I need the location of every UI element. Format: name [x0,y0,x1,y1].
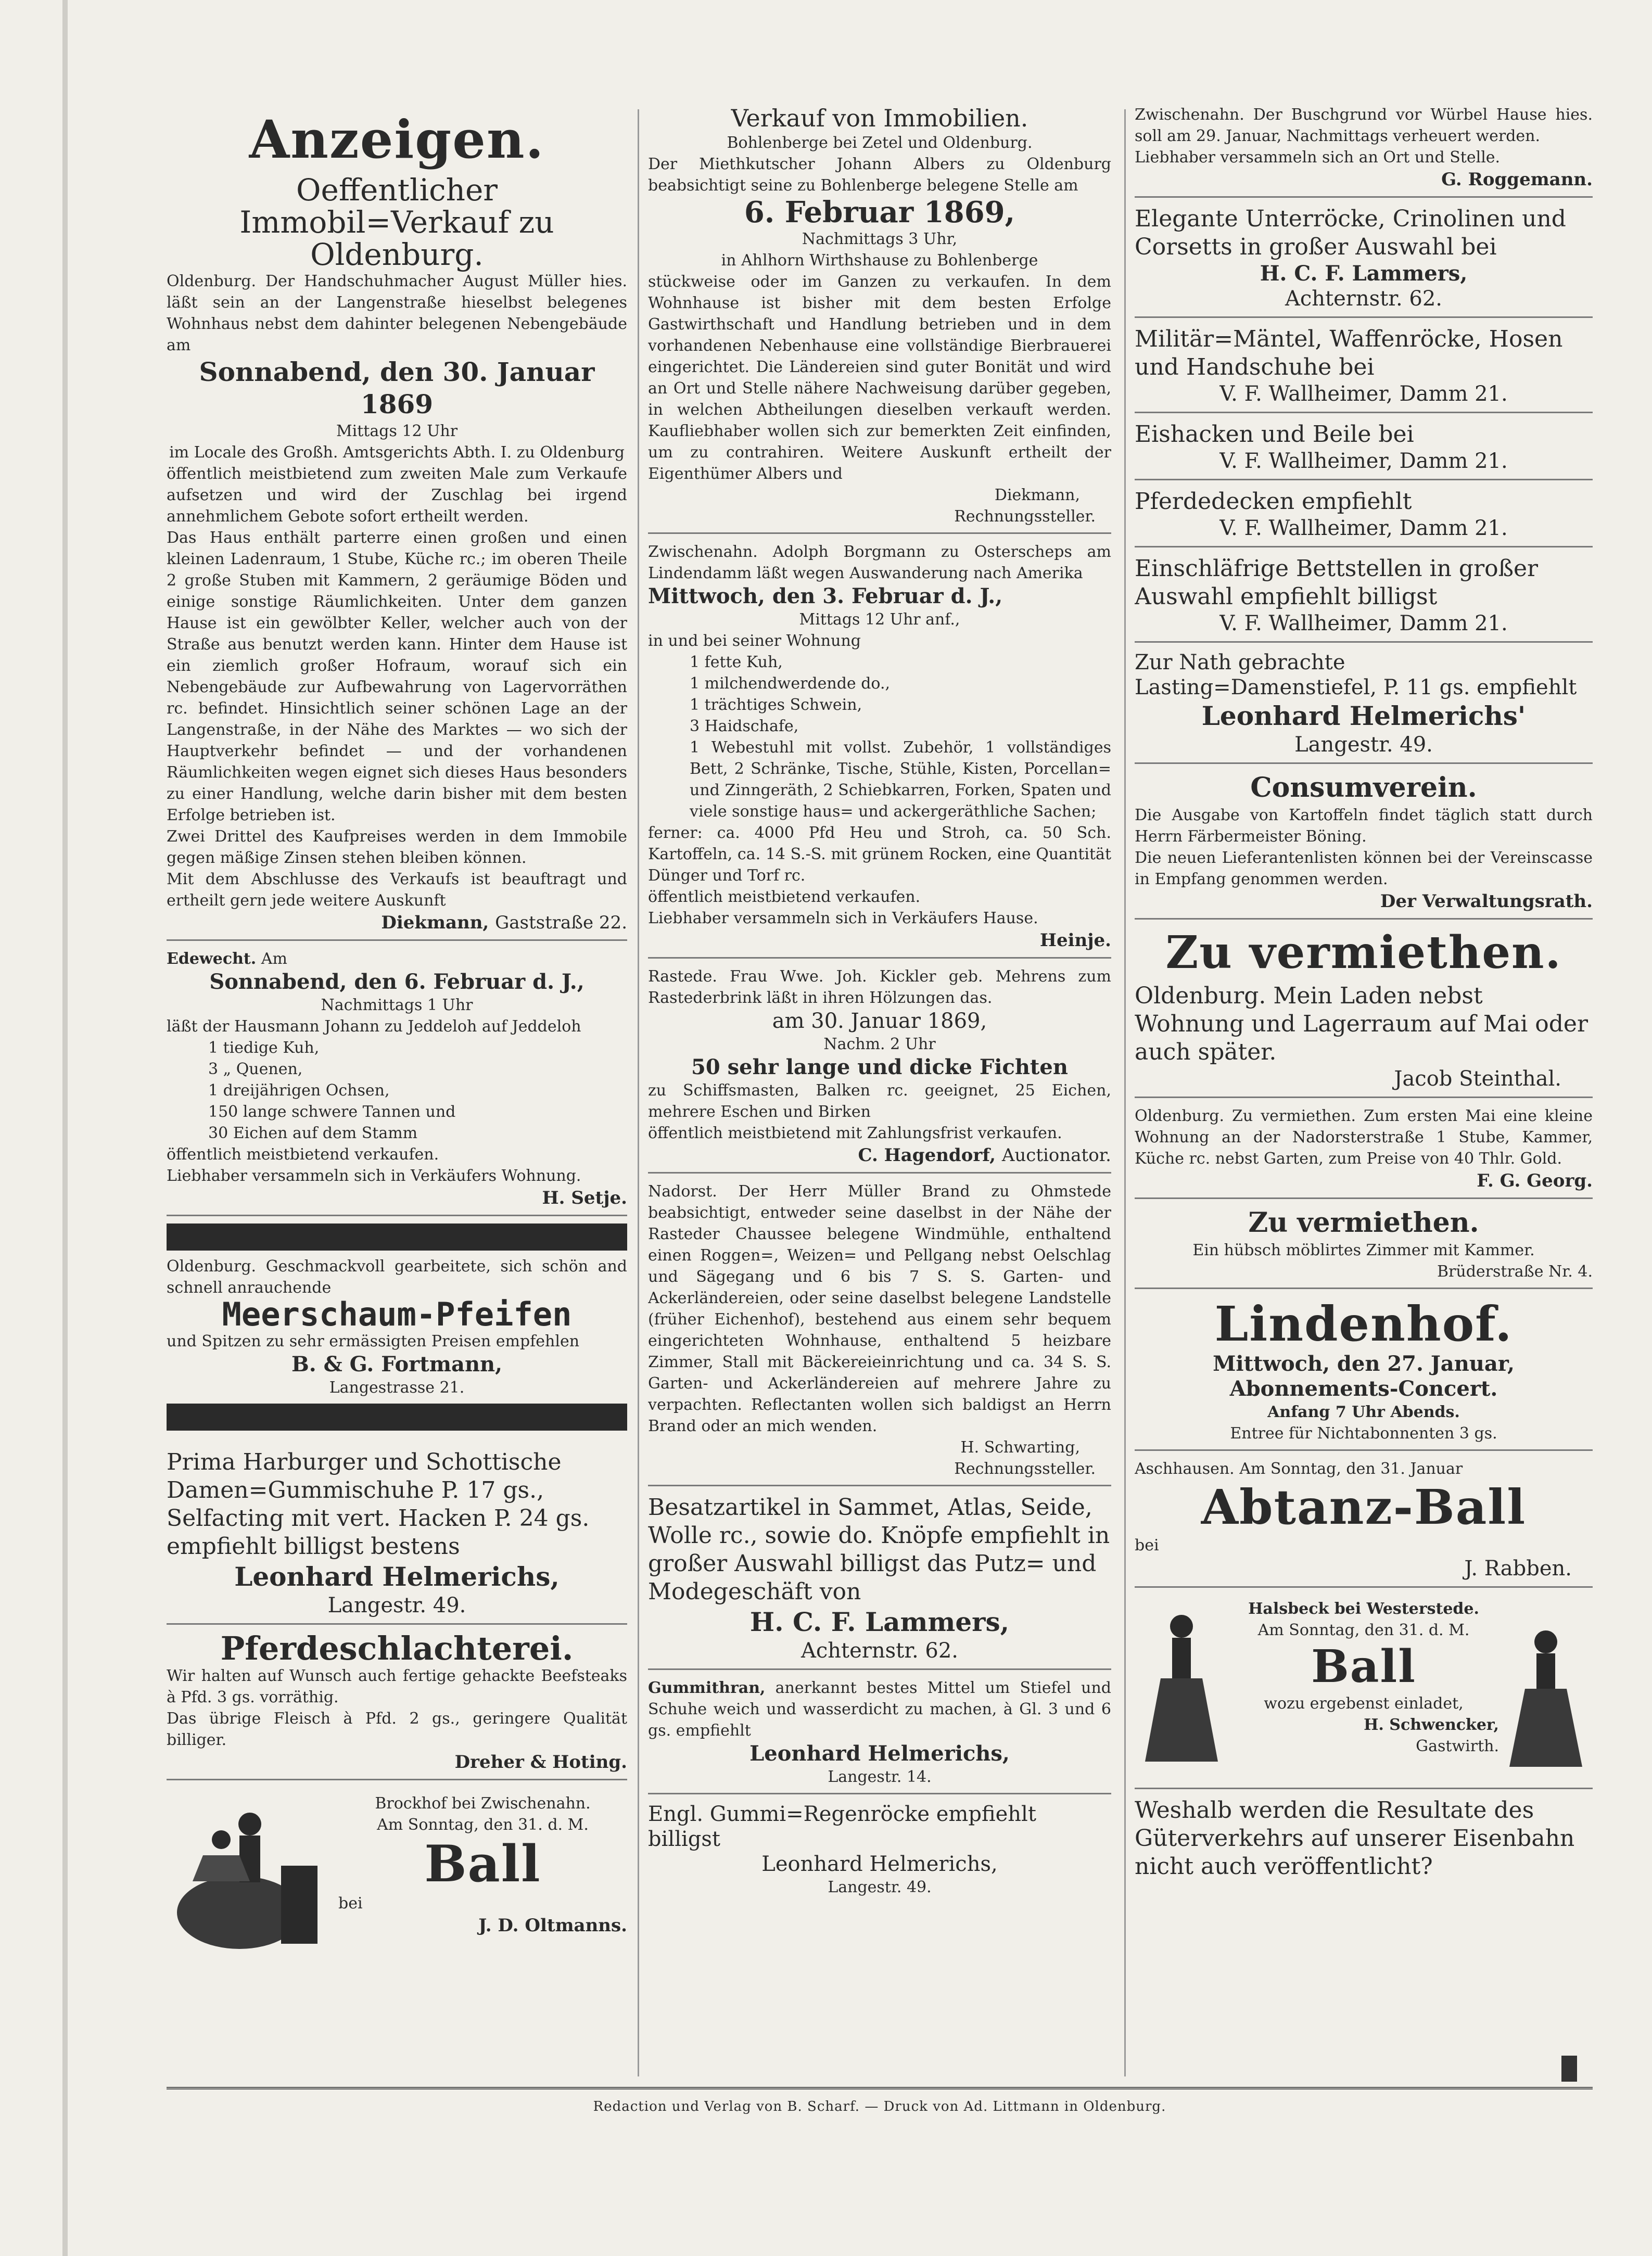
ad-immobil-verkauf: Oeffentlicher Immobil=Verkauf zu Oldenburg. Oldenburg. Der Handschuhmacher August Müller hies. läßt sein an der Langenstraße hieselbst belegenes Wohnhaus nebst dem dahinter belegenen Nebengebäude am Sonnabend, den 30. Januar 1869 Mittags 12 Uhr im Locale des Großh. Amtsgerichts Abth. I. zu Oldenburg öffentlich meistbietend zum zweiten Male zum Verkaufe aufsetzen und wird der Zuschlag bei irgend annehmlichem Gebote sofort ertheilt werden. Das Haus enthält parterre einen großen und einen kleinen Ladenraum, 1 Stube, Küche rc.; im oberen Theile 2 große Stuben mit Kammern, 2 geräumige Böden und einige sonstige Räumlichkeiten. Unter dem ganzen Hause ist ein gewölbter Keller, welcher auch von der Straße aus benutzt werden kann. Hinter dem Hause ist ein ziemlich großer Hofraum, worauf sich ein Nebengebäude zur Aufbewahrung von Lagervorräthen rc. befindet. Hinsichtlich seiner schönen Lage an der Langenstraße, in der Nähe des Marktes — wo sich der Hauptverkehr befindet — und der vorhandenen Räumlichkeiten wegen eignet sich dieses Haus besonders zu einer Handlung, welche darin bisher mit dem besten Erfolge betrieben ist. Zwei Drittel des Kaufpreises werden in dem Immobile gegen mäßige Zinsen stehen bleiben können. Mit dem Abschlusse des Verkaufs ist beauftragt und ertheilt gern jede weitere Auskunft Diekmann, Gaststraße 22. [167,174,627,941]
column-divider [638,109,639,2076]
right-column [1135,104,1593,1893]
ad-pferdeschlachterei: Pferdeschlachterei. Wir halten auf Wunsch auch fertige gehackte Beefsteaks à Pfd. 3 gs. vorräthig. Das übrige Fleisch à Pfd. 2 gs., geringere Qualität billiger. Dreher & Hoting. [167,1632,627,1780]
ad-militaer-maentel: Militär=Mäntel, Waffenröcke, Hosen und Handschuhe bei V. F. Wallheimer, Damm 21. [1135,325,1593,413]
ad-damenstiefel: Zur Nath gebrachte Lasting=Damenstiefel, P. 11 gs. empfiehlt Leonhard Helmerichs' Langestr. 49. [1135,650,1593,764]
page-footer: Redaction und Verlag von B. Scharf. — Druck von Ad. Littmann in Oldenburg. [167,2087,1593,2114]
edge-mark [1561,2056,1577,2082]
ad-meerschaum: Oldenburg. Geschmackvoll gearbeitete, sich schön and schnell anrauchende Meerschaum-Pfeifen und Spitzen zu sehr ermässigten Preisen empfehlen B. & G. Fortmann, Langestrasse 21. [167,1223,627,1441]
ad-gummischuhe: Prima Harburger und Schottische Damen=Gummischuhe P. 17 gs., Selfacting mit vert. Hacken P. 24 gs. empfiehlt billigst bestens Leonhard Helmerichs, Langestr. 49. [167,1448,627,1625]
ad-unterroecke: Elegante Unterröcke, Crinolinen und Corsetts in großer Auswahl bei H. C. F. Lammers, Achternstr. 62. [1135,205,1593,318]
lady-figure-icon [1504,1626,1587,1772]
lady-figure-icon [1140,1611,1223,1767]
ad-vermiethen-steinthal: Zu vermiethen. Oldenburg. Mein Laden nebst Wohnung und Lagerraum auf Mai oder auch später. Jacob Steinthal. [1135,927,1593,1098]
ad-heading: Oeffentlicher Immobil=Verkauf zu Oldenburg. [239,172,554,272]
ad-verkauf-immobilien: Verkauf von Immobilien. Bohlenberge bei Zetel und Oldenburg. Der Miethkutscher Johann Albers zu Oldenburg beabsichtigt seine zu Bohlenberge belegene Stelle am 6. Februar 1869, Nachmittags 3 Uhr, in Ahlhorn Wirthshause zu Bohlenberge stückweise oder im Ganzen zu verkaufen. In dem Wohnhause ist bisher mit dem besten Erfolge Gastwirthschaft und Handlung betrieben und in dem vorhandenen Nebenhause eine vollständige Bierbrauerei eingerichtet. Die Ländereien sind guter Bonität und wird an Ort und Stelle nähere Nachweisung darüber gegeben, in welchen Abtheilungen dieselben verkauft werden. Kaufliebhaber wollen sich zur bemerkten Zeit einfinden, um zu contrahiren. Weitere Auskunft ertheilt der Eigenthümer Albers und Diekmann, Rechnungssteller. [648,104,1111,534]
middle-column [648,104,1111,1910]
dancing-couple-icon [172,1803,328,1954]
ad-consumverein: Consumverein. Die Ausgabe von Kartoffeln findet täglich statt durch Herrn Färbermeister Böning. Die neuen Lieferantenlisten können bei der Vereinscasse in Empfang genommen werden. Der Verwaltungsrath. [1135,771,1593,920]
ad-bettstellen: Einschläfrige Bettstellen in großer Auswahl empfiehlt billigst V. F. Wallheimer, Damm 21. [1135,555,1593,643]
page-title: Anzeigen. [249,109,545,170]
ad-nadorst: Nadorst. Der Herr Müller Brand zu Ohmstede beabsichtigt, entweder seine daselbst in der Nähe der Rasteder Chaussee belegene Windmühle, enthaltend einen Roggen=, Weizen= und Pellgang nebst Oelschlag und Sägegang und 6 bis 7 S. S. Garten- und Ackerländereien, oder seine daselbst belegene Landstelle (früher Eichenhof), bestehend aus einem sehr bequem eingerichteten Wohnhause, enthaltend 5 heizbare Zimmer, Stall mit Bäckereieinrichtung und ca. 34 S. S. Garten- und Ackerländereien auf mehrere Jahre zu verpachten. Reflectanten wollen sich baldigst an Herrn Brand oder an mich wenden. H. Schwarting, Rechnungssteller. [648,1181,1111,1486]
ad-ball-halsbeck: Halsbeck bei Westerstede. Am Sonntag, den 31. d. M. Ball wozu ergebenst einladet, H. Schwencker, Gastwirth. [1135,1595,1593,1789]
ad-abtanz-ball: Aschhausen. Am Sonntag, den 31. Januar Abtanz-Ball bei J. Rabben. [1135,1458,1593,1588]
page-gutter [62,0,68,2256]
ad-vermiethen-zimmer: Zu vermiethen. Ein hübsch möblirtes Zimmer mit Kammer. Brüderstraße Nr. 4. [1135,1206,1593,1289]
rule-bar [167,1404,627,1431]
ad-pferdedecken: Pferdedecken empfiehlt V. F. Wallheimer, Damm 21. [1135,488,1593,547]
ad-gueterverkehr: Weshalb werden die Resultate des Güterverkehrs auf unserer Eisenbahn nicht auch veröffentlicht? [1135,1797,1575,1880]
ad-edewecht: Edewecht. Am Sonnabend, den 6. Februar d. J., Nachmittags 1 Uhr läßt der Hausmann Johann zu Jeddeloh auf Jeddeloh 1 tiedige Kuh, 3 „ Quenen, 1 dreijährigen Ochsen, 150 lange schwere Tannen und 30 Eichen auf dem Stamm öffentlich meistbietend verkaufen. Liebhaber versammeln sich in Verkäufers Wohnung. H. Setje. [167,948,627,1216]
ad-ball-brockhof: Brockhof bei Zwischenahn. Am Sonntag, den 31. d. M. Ball bei J. D. Oltmanns. [167,1788,627,1965]
ad-zwischenahn-borgmann: Zwischenahn. Adolph Borgmann zu Osterscheps am Lindendamm läßt wegen Auswanderung nach Amerika Mittwoch, den 3. Februar d. J., Mittags 12 Uhr anf., in und bei seiner Wohnung 1 fette Kuh, 1 milchendwerdende do., 1 trächtiges Schwein, 3 Haidschafe, 1 Webestuhl mit vollst. Zubehör, 1 vollständiges Bett, 2 Schränke, Tische, Stühle, Kisten, Porcellan= und Zinngeräth, 2 Schiebkarren, Forken, Spaten und viele sonstige haus= und ackergeräthliche Sachen; ferner: ca. 4000 Pfd Heu und Stroh, ca. 50 Sch. Kartoffeln, ca. 14 S.-S. mit grünem Rocken, eine Quantität Dünger und Torf rc. öffentlich meistbietend verkaufen. Liebhaber versammeln sich in Verkäufers Hause. Heinje. [648,541,1111,959]
column-divider [1124,109,1126,2076]
ad-regenroecke: Engl. Gummi=Regenröcke empfiehlt billigst Leonhard Helmerichs, Langestr. 49. [648,1802,1036,1896]
ad-besatzartikel: Besatzartikel in Sammet, Atlas, Seide, Wolle rc., sowie do. Knöpfe empfiehlt in großer Auswahl billigst das Putz= und Modegeschäft von H. C. F. Lammers, Achternstr. 62. [648,1494,1111,1670]
ad-lindenhof: Lindenhof. Mittwoch, den 27. Januar, Abonnements-Concert. Anfang 7 Uhr Abends. Entree für Nichtabonnenten 3 gs. [1135,1296,1593,1451]
ad-eishacken: Eishacken und Beile bei V. F. Wallheimer, Damm 21. [1135,420,1593,480]
ad-rastede: Rastede. Frau Wwe. Joh. Kickler geb. Mehrens zum Rastederbrink läßt in ihren Hölzungen das. am 30. Januar 1869, Nachm. 2 Uhr 50 sehr lange und dicke Fichten zu Schiffsmasten, Balken rc. geeignet, 25 Eichen, mehrere Eschen und Birken öffentlich meistbietend mit Zahlungsfrist verkaufen. C. Hagendorf, Auctionator. [648,966,1111,1174]
ad-buschgrund: Zwischenahn. Der Buschgrund vor Würbel Hause hies. soll am 29. Januar, Nachmittags verheuert werden. Liebhaber versammeln sich an Ort und Stelle. G. Roggemann. [1135,104,1593,198]
left-column [167,104,627,1972]
rule-bar [167,1223,627,1251]
ad-gummithran: Gummithran, anerkannt bestes Mittel um Stiefel und Schuhe weich und wasserdicht zu machen, à Gl. 3 und 6 gs. empfiehlt Leonhard Helmerichs, Langestr. 14. [648,1677,1111,1794]
ad-vermiethen-georg: Oldenburg. Zu vermiethen. Zum ersten Mai eine kleine Wohnung an der Nadorsterstraße 1 Stube, Kammer, Küche rc. nebst Garten, zum Preise von 40 Thlr. Gold. F. G. Georg. [1135,1105,1593,1199]
ad-date: Sonnabend, den 30. Januar 1869 [199,356,595,419]
